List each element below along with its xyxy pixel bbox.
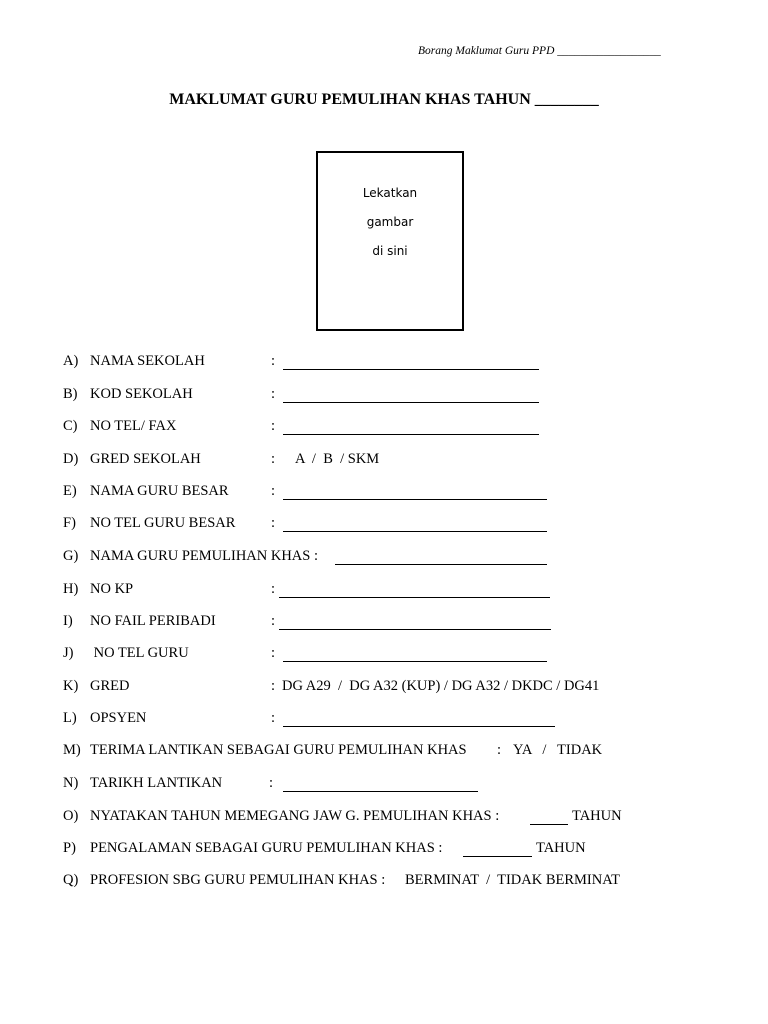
gred-sekolah-options[interactable]: A / B / SKM <box>295 451 380 467</box>
field-letter: J) <box>63 645 74 661</box>
field-label: TARIKH LANTIKAN <box>90 775 223 791</box>
field-colon: : <box>271 678 276 694</box>
field-label: TERIMA LANTIKAN SEBAGAI GURU PEMULIHAN KHAS <box>90 742 467 758</box>
field-letter: P) <box>63 840 76 856</box>
pengalaman-blank-line[interactable] <box>463 856 532 857</box>
no-kp-blank-line[interactable] <box>279 597 550 598</box>
field-label: NAMA GURU BESAR <box>90 483 229 499</box>
field-colon: : <box>271 353 276 369</box>
field-label: NO FAIL PERIBADI <box>90 613 216 629</box>
field-letter: N) <box>63 775 79 791</box>
field-label: NO TEL GURU <box>90 645 189 661</box>
field-label: NO TEL GURU BESAR <box>90 515 236 531</box>
nama-guru-pemulihan-khas-blank-line[interactable] <box>335 564 547 565</box>
opsyen-blank-line[interactable] <box>283 726 555 727</box>
field-colon: : <box>271 418 276 434</box>
field-label: NYATAKAN TAHUN MEMEGANG JAW G. PEMULIHAN KHAS : <box>90 808 500 824</box>
field-label: NAMA GURU PEMULIHAN KHAS : <box>90 548 318 564</box>
field-label: PENGALAMAN SEBAGAI GURU PEMULIHAN KHAS : <box>90 840 443 856</box>
field-label: GRED SEKOLAH <box>90 451 201 467</box>
no-tel-fax-blank-line[interactable] <box>283 434 539 435</box>
field-letter: H) <box>63 581 79 597</box>
photo-placeholder-box <box>316 151 464 331</box>
field-colon: : <box>271 710 276 726</box>
field-letter: I) <box>63 613 73 629</box>
field-colon: : <box>269 775 274 791</box>
field-colon: : <box>271 613 276 629</box>
field-letter: Q) <box>63 872 79 888</box>
field-colon: : <box>271 483 276 499</box>
nama-guru-besar-blank-line[interactable] <box>283 499 547 500</box>
field-letter: G) <box>63 548 79 564</box>
field-colon: : <box>271 451 276 467</box>
tahun-jawatan-unit: TAHUN <box>572 808 622 824</box>
field-label: GRED <box>90 678 130 694</box>
field-colon: : <box>497 742 502 758</box>
field-label: NAMA SEKOLAH <box>90 353 205 369</box>
field-letter: K) <box>63 678 79 694</box>
page-title: MAKLUMAT GURU PEMULIHAN KHAS TAHUN ________ <box>169 91 599 108</box>
field-letter: F) <box>63 515 76 531</box>
terima-lantikan-options[interactable]: YA / TIDAK <box>513 742 603 758</box>
field-colon: : <box>271 515 276 531</box>
tahun-jawatan-blank-line[interactable] <box>530 824 568 825</box>
photo-placeholder-text <box>318 179 462 266</box>
kod-sekolah-blank-line[interactable] <box>283 402 539 403</box>
field-letter: M) <box>63 742 81 758</box>
tarikh-lantikan-blank-line[interactable] <box>283 791 478 792</box>
no-tel-guru-blank-line[interactable] <box>283 661 547 662</box>
field-label: OPSYEN <box>90 710 147 726</box>
no-fail-peribadi-blank-line[interactable] <box>279 629 551 630</box>
photo-line: di sini <box>372 244 408 258</box>
field-letter: L) <box>63 710 77 726</box>
field-colon: : <box>271 386 276 402</box>
field-colon: : <box>271 645 276 661</box>
field-letter: A) <box>63 353 79 369</box>
field-colon: : <box>271 581 276 597</box>
field-letter: E) <box>63 483 77 499</box>
no-tel-guru-besar-blank-line[interactable] <box>283 531 547 532</box>
gred-options[interactable]: DG A29 / DG A32 (KUP) / DG A32 / DKDC / DG41 <box>282 678 600 694</box>
field-letter: B) <box>63 386 78 402</box>
form-reference-note: Borang Maklumat Guru PPD __________________ <box>418 45 661 57</box>
photo-line: gambar <box>366 215 414 229</box>
profesion-options[interactable]: BERMINAT / TIDAK BERMINAT <box>405 872 620 888</box>
field-label: PROFESION SBG GURU PEMULIHAN KHAS : <box>90 872 386 888</box>
field-letter: O) <box>63 808 79 824</box>
field-letter: D) <box>63 451 79 467</box>
pengalaman-unit: TAHUN <box>536 840 586 856</box>
field-label: NO KP <box>90 581 134 597</box>
nama-sekolah-blank-line[interactable] <box>283 369 539 370</box>
field-label: KOD SEKOLAH <box>90 386 193 402</box>
field-label: NO TEL/ FAX <box>90 418 177 434</box>
photo-line: Lekatkan <box>362 186 418 200</box>
field-letter: C) <box>63 418 78 434</box>
